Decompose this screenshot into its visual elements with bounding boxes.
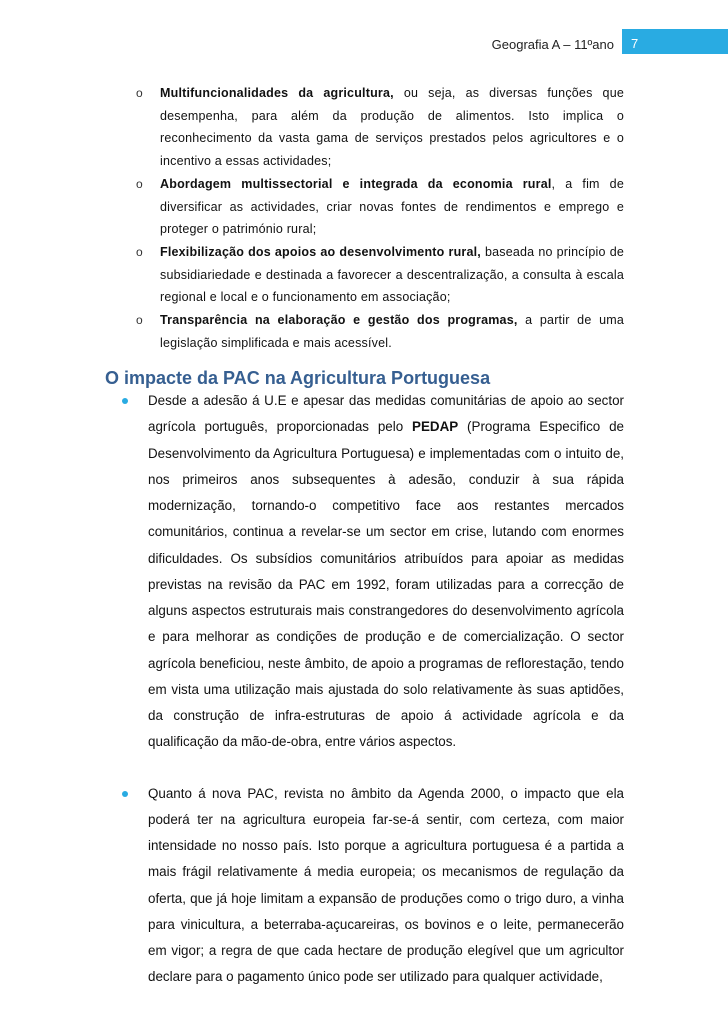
item-text: , a fim de diversificar as actividades, criar novas fontes de rendimentos e emprego e proteger o património rural; xyxy=(160,176,624,237)
page-number-badge xyxy=(622,29,728,54)
item-heading: Flexibilização dos apoios ao desenvolvimento rural, xyxy=(160,244,481,259)
paragraph-text-end: (Programa Especifico de Desenvolvimento da Agricultura Portuguesa) e implementadas com o intuito de, nos primeiros anos subsequentes à adesão, conduzir à sua rápida modernização, tornando-o competitivo face aos restantes mercados comunitários, continua a revelar-se um sector em crise, lutando com enormes dificuldades. Os subsídios comunitários atribuídos para apoiar as medidas previstas na revisão da PAC em 1992, foram utilizadas para a correcção de alguns aspectos estruturais mais constrangedores do desenvolvimento agrícola e para melhorar as condições de produção e de comercialização. O sector agrícola beneficiou, neste âmbito, de apoio a programas de reflorestação, tendo em vista uma utilização mais ajustada do solo relativamente às suas aptidões, da construção de infra-estruturas de apoio á actividade agrícola e da qualificação da mão-de-obra, entre vários aspectos. xyxy=(148,419,624,750)
item-heading: Multifuncionalidades da agricultura, xyxy=(160,86,394,100)
list-item xyxy=(136,241,624,309)
header-title: Geografia A – 11ºano xyxy=(491,37,614,52)
bullet-dot-icon xyxy=(122,398,128,404)
list-item xyxy=(136,173,624,241)
bullet-marker: o xyxy=(136,313,143,328)
bullet-marker: o xyxy=(136,176,143,191)
item-heading: Transparência na elaboração e gestão dos programas, xyxy=(160,313,518,328)
paragraph-item xyxy=(148,388,624,756)
pedap-term: PEDAP xyxy=(412,419,459,435)
section-heading: O impacte da PAC na Agricultura Portuguesa xyxy=(105,368,491,388)
paragraph-text: Quanto á nova PAC, revista no âmbito da Agenda 2000, o impacto que ela poderá ter na agricultura europeia far-se-á sentir, com certeza, com maior intensidade no nosso país. Isto porque a agricultura portuguesa é a partida a mais frágil relativamente á media europeia; os mecanismos de regulação da oferta, que já hoje limitam a expansão de produções como o trigo duro, a vinha para vinicultura, a beterraba-açucareiras, os bovinos e o leite, permanecerão em vigor; a regra de que cada hectare de produção elegível que um agricultor declare para o pagamento único pode ser utilizado para qualquer actividade, xyxy=(148,785,624,985)
bullet-marker: o xyxy=(136,244,143,259)
bullet-dot-icon xyxy=(122,791,128,797)
list-item xyxy=(136,82,624,173)
paragraph-item xyxy=(148,781,624,991)
item-text: baseada no princípio de subsidiariedade e destinada a favorecer a descentralização, a consulta à escala regional e local e o funcionamento em associação; xyxy=(160,244,624,305)
paragraph-text-start: Desde a adesão á U.E e apesar das medidas comunitárias de apoio ao sector agrícola português, proporcionadas pelo xyxy=(148,393,624,435)
bullet-marker: o xyxy=(136,86,143,100)
list-item xyxy=(136,309,624,354)
section-paragraphs xyxy=(148,388,624,991)
page-number: 7 xyxy=(631,36,639,51)
item-heading: Abordagem multissectorial e integrada da economia rural xyxy=(160,176,552,191)
measures-list xyxy=(136,82,624,354)
item-text: ou seja, as diversas funções que desempenha, para além da produção de alimentos. Isto implica o reconhecimento da vasta gama de serviços prestados pelos agricultores e o incentivo a essas actividades; xyxy=(160,86,624,169)
item-text: a partir de uma legislação simplificada e mais acessível. xyxy=(160,313,624,350)
